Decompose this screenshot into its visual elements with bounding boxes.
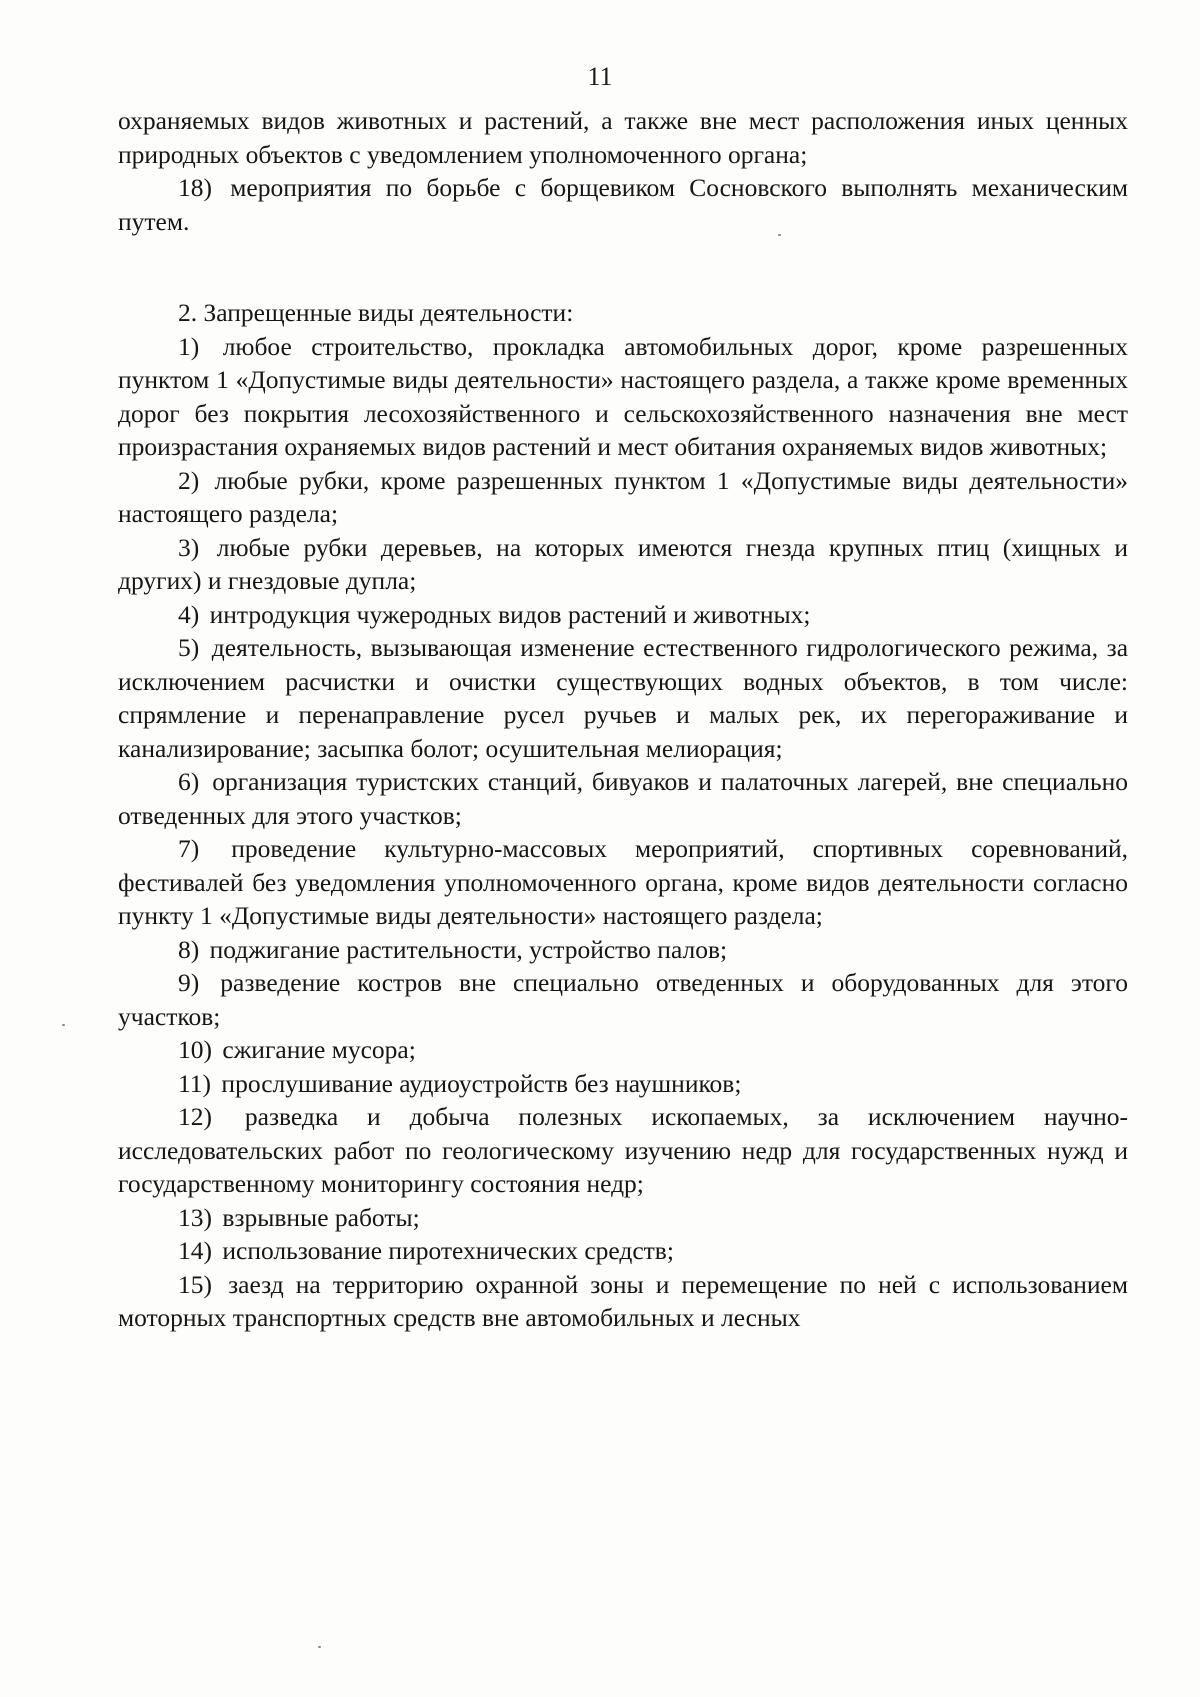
item-number: 5) <box>178 633 200 662</box>
scan-speck <box>318 1646 321 1648</box>
item-text: разведка и добыча полезных ископаемых, за исключением научно-исследовательских работ по геологическому изучению недр для государственных нужд и государственному мониторингу состояния недр; <box>118 1102 1128 1198</box>
item-text: мероприятия по борьбе с борщевиком Сосновского выполнять механическим путем. <box>118 173 1128 236</box>
scan-speck <box>778 234 781 236</box>
item-text: прослушивание аудиоустройств без наушников; <box>221 1068 742 1098</box>
prohibited-activities-list <box>118 330 1128 1335</box>
prohibited-item-15 <box>118 1268 1128 1335</box>
item-number: 9) <box>178 968 200 997</box>
item-number: 11) <box>178 1068 212 1098</box>
prohibited-item-8 <box>118 933 1128 967</box>
item-text: проведение культурно-массовых мероприятий, спортивных соревнований, фестивалей без уведомления уполномоченного органа, кроме видов деятельности согласно пункту 1 «Допустимые виды деятельности» настоящего раздела; <box>118 834 1129 930</box>
prohibited-item-9 <box>118 966 1128 1033</box>
item-number: 4) <box>178 599 200 629</box>
prohibited-item-2 <box>118 464 1128 531</box>
item-number: 14) <box>178 1236 212 1265</box>
permitted-item-18 <box>118 171 1128 238</box>
item-text: любое строительство, прокладка автомобильных дорог, кроме разрешенных пунктом 1 «Допустимые виды деятельности» настоящего раздела, а также кроме временных дорог без покрытия лесохозяйственного и сельскохозяйственного назначения вне мест произрастания охраняемых видов растений и мест обитания охраняемых видов животных; <box>118 331 1129 461</box>
prohibited-item-11 <box>118 1067 1128 1101</box>
prohibited-item-7 <box>118 832 1128 933</box>
prohibited-item-12 <box>118 1100 1128 1201</box>
item-text: интродукция чужеродных видов растений и животных; <box>209 599 811 629</box>
item-text: любые рубки, кроме разрешенных пунктом 1 «Допустимые виды деятельности» настоящего раздела; <box>118 465 1129 528</box>
prohibited-item-5 <box>118 631 1128 765</box>
item-text: использование пиротехнических средств; <box>222 1236 674 1265</box>
prohibited-item-14 <box>118 1234 1128 1268</box>
item-number: 18) <box>178 173 212 202</box>
item-number: 3) <box>178 532 200 562</box>
item-text: деятельность, вызывающая изменение естественного гидрологического режима, за исключением расчистки и очистки существующих водных объектов, в том числе: спрямление и перенаправление русел ручьев и малых рек, их перегораживание и канализирование; засыпка болот; осушительная мелиорация; <box>118 633 1129 763</box>
item-number: 8) <box>178 934 200 964</box>
prohibited-item-4 <box>118 598 1128 632</box>
item-number: 13) <box>178 1202 212 1232</box>
document-body <box>118 104 1128 1335</box>
item-number: 1) <box>178 331 200 361</box>
page-number: 11 <box>587 62 613 91</box>
item-text: поджигание растительности, устройство палов; <box>209 934 728 964</box>
scan-speck <box>62 1024 65 1026</box>
item-number: 15) <box>178 1269 212 1299</box>
item-text: сжигание мусора; <box>222 1035 416 1064</box>
prohibited-item-1 <box>118 330 1128 464</box>
item-number: 6) <box>178 767 200 796</box>
prohibited-item-10 <box>118 1033 1128 1067</box>
continuation-paragraph: охраняемых видов животных и растений, а также вне мест расположения иных ценных природных объектов с уведомлением уполномоченного органа; <box>118 106 1128 169</box>
item-text: любые рубки деревьев, на которых имеются гнезда крупных птиц (хищных и других) и гнездовые дупла; <box>118 532 1128 595</box>
item-text: разведение костров вне специально отведенных и оборудованных для этого участков; <box>118 968 1129 1031</box>
item-text: взрывные работы; <box>222 1202 420 1232</box>
section-heading: 2. Запрещенные виды деятельности: <box>178 298 574 327</box>
item-text: заезд на территорию охранной зоны и перемещение по ней с использованием моторных транспортных средств вне автомобильных и лесных <box>118 1269 1129 1332</box>
item-number: 7) <box>178 834 200 863</box>
prohibited-item-13 <box>118 1201 1128 1235</box>
item-number: 10) <box>178 1035 212 1064</box>
prohibited-item-6 <box>118 765 1128 832</box>
item-text: организация туристских станций, бивуаков и палаточных лагерей, вне специально отведенных для этого участков; <box>118 767 1128 830</box>
item-number: 12) <box>178 1102 212 1131</box>
prohibited-item-3 <box>118 531 1128 598</box>
item-number: 2) <box>178 465 200 495</box>
